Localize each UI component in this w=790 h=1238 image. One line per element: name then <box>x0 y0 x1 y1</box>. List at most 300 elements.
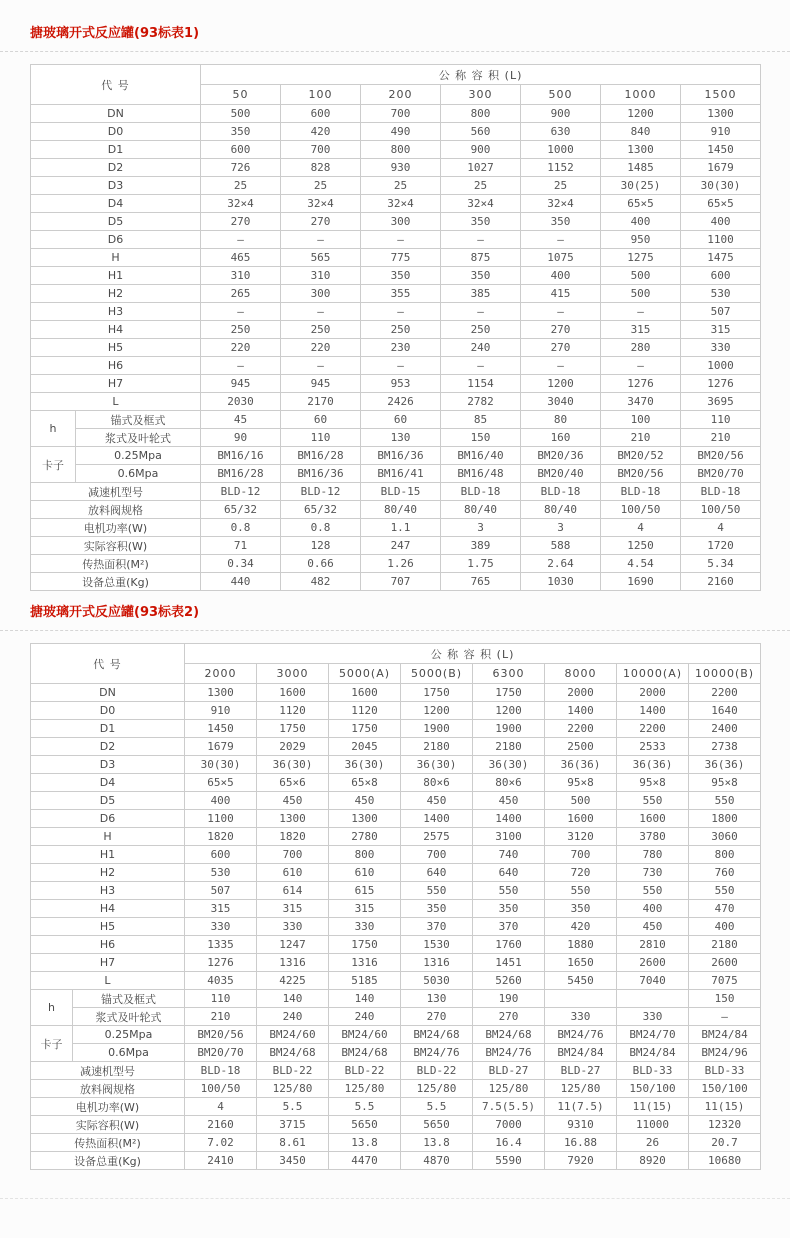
cell-value: 1250 <box>601 537 681 555</box>
row-label: D2 <box>31 738 185 756</box>
cell-value: 1600 <box>257 684 329 702</box>
table-row <box>31 738 761 756</box>
cell-value: 4 <box>185 1098 257 1116</box>
cell-value: 60 <box>361 411 441 429</box>
cell-value: 700 <box>361 105 441 123</box>
table-row <box>31 249 761 267</box>
table-row <box>31 465 761 483</box>
cell-value: 1276 <box>185 954 257 972</box>
cell-value: 500 <box>545 792 617 810</box>
cell-value: 26 <box>617 1134 689 1152</box>
cell-value: 160 <box>521 429 601 447</box>
cell-value: 11(7.5) <box>545 1098 617 1116</box>
cell-value: 370 <box>401 918 473 936</box>
cell-value: 150 <box>441 429 521 447</box>
column-header: 1500 <box>681 85 761 105</box>
cell-value: BM16/28 <box>201 465 281 483</box>
cell-value: 1760 <box>473 936 545 954</box>
cell-value: – <box>441 357 521 375</box>
cell-value: 350 <box>441 213 521 231</box>
cell-value: 400 <box>681 213 761 231</box>
cell-value: 875 <box>441 249 521 267</box>
cell-value: 3470 <box>601 393 681 411</box>
cell-value: 25 <box>441 177 521 195</box>
cell-value: 550 <box>617 792 689 810</box>
cell-value: 1300 <box>329 810 401 828</box>
cell-value: 2030 <box>201 393 281 411</box>
cell-value: 36(30) <box>473 756 545 774</box>
row-label: 设备总重(Kg) <box>31 1152 185 1170</box>
cell-value: 150/100 <box>689 1080 761 1098</box>
cell-value: 1275 <box>601 249 681 267</box>
table-row <box>31 1134 761 1152</box>
cell-value: 1750 <box>473 684 545 702</box>
corner-header: 代 号 <box>31 65 201 105</box>
column-header: 6300 <box>473 664 545 684</box>
cell-value: 355 <box>361 285 441 303</box>
cell-value: 565 <box>281 249 361 267</box>
cell-value: 4.54 <box>601 555 681 573</box>
cell-value: 5.5 <box>401 1098 473 1116</box>
cell-value: 36(30) <box>257 756 329 774</box>
cell-value: BM16/40 <box>441 447 521 465</box>
cell-value: 150/100 <box>617 1080 689 1098</box>
row-label: H3 <box>31 882 185 900</box>
row-label: D3 <box>31 756 185 774</box>
cell-value: 300 <box>281 285 361 303</box>
cell-value: 1120 <box>257 702 329 720</box>
cell-value: 315 <box>601 321 681 339</box>
cell-value: BM20/40 <box>521 465 601 483</box>
cell-value: BM24/68 <box>473 1026 545 1044</box>
row-label: DN <box>31 684 185 702</box>
row-label: 0.25Mpa <box>76 447 201 465</box>
cell-value: 615 <box>329 882 401 900</box>
cell-value: 730 <box>617 864 689 882</box>
cell-value: 270 <box>521 321 601 339</box>
cell-value: 2410 <box>185 1152 257 1170</box>
cell-value: 65×5 <box>185 774 257 792</box>
cell-value: 1027 <box>441 159 521 177</box>
cell-value: 775 <box>361 249 441 267</box>
cell-value: 240 <box>257 1008 329 1026</box>
cell-value: 250 <box>441 321 521 339</box>
table-row <box>31 195 761 213</box>
table-row <box>31 303 761 321</box>
cell-value: 3120 <box>545 828 617 846</box>
row-label: D6 <box>31 231 201 249</box>
cell-value: 610 <box>257 864 329 882</box>
cell-value: 5450 <box>545 972 617 990</box>
row-label: 0.25Mpa <box>73 1026 185 1044</box>
cell-value: 2.64 <box>521 555 601 573</box>
cell-value: 8.61 <box>257 1134 329 1152</box>
cell-value: 128 <box>281 537 361 555</box>
cell-value: 4225 <box>257 972 329 990</box>
cell-value: 1276 <box>681 375 761 393</box>
cell-value: 507 <box>185 882 257 900</box>
cell-value: 90 <box>201 429 281 447</box>
cell-value: 350 <box>545 900 617 918</box>
row-label: D3 <box>31 177 201 195</box>
cell-value: 550 <box>545 882 617 900</box>
cell-value: 720 <box>545 864 617 882</box>
corner-header: 代 号 <box>31 644 185 684</box>
cell-value: BM24/60 <box>329 1026 401 1044</box>
cell-value: BM16/48 <box>441 465 521 483</box>
row-label: 实际容积(W) <box>31 1116 185 1134</box>
cell-value: 80×6 <box>401 774 473 792</box>
cell-value: 1247 <box>257 936 329 954</box>
cell-value: – <box>281 303 361 321</box>
cell-value: 2045 <box>329 738 401 756</box>
cell-value: 828 <box>281 159 361 177</box>
cell-value: 350 <box>401 900 473 918</box>
cell-value: 250 <box>361 321 441 339</box>
cell-value: 2782 <box>441 393 521 411</box>
row-group-label: h <box>31 411 76 447</box>
cell-value: BLD-15 <box>361 483 441 501</box>
table-row <box>31 882 761 900</box>
cell-value: BM24/84 <box>617 1044 689 1062</box>
cell-value: 1030 <box>521 573 601 591</box>
cell-value: 420 <box>545 918 617 936</box>
cell-value: 500 <box>601 267 681 285</box>
cell-value: 1650 <box>545 954 617 972</box>
cell-value: 630 <box>521 123 601 141</box>
cell-value: BM24/84 <box>545 1044 617 1062</box>
row-label: L <box>31 972 185 990</box>
cell-value: 760 <box>689 864 761 882</box>
spec-table-93-1 <box>30 64 761 591</box>
cell-value: 65×5 <box>681 195 761 213</box>
cell-value: 953 <box>361 375 441 393</box>
cell-value: 36(36) <box>545 756 617 774</box>
cell-value: 210 <box>601 429 681 447</box>
cell-value: 220 <box>281 339 361 357</box>
cell-value: BM20/70 <box>681 465 761 483</box>
cell-value: 470 <box>689 900 761 918</box>
row-label: D6 <box>31 810 185 828</box>
cell-value: BM16/41 <box>361 465 441 483</box>
cell-value: 11(15) <box>617 1098 689 1116</box>
cell-value: 240 <box>441 339 521 357</box>
row-label: 0.6Mpa <box>73 1044 185 1062</box>
cell-value: 32×4 <box>361 195 441 213</box>
cell-value: 530 <box>681 285 761 303</box>
cell-value: 190 <box>473 990 545 1008</box>
cell-value: 330 <box>329 918 401 936</box>
cell-value: 500 <box>601 285 681 303</box>
row-label: 锚式及框式 <box>76 411 201 429</box>
cell-value: BM16/28 <box>281 447 361 465</box>
cell-value: 1120 <box>329 702 401 720</box>
table1-block <box>30 26 760 591</box>
column-header: 300 <box>441 85 521 105</box>
cell-value: BLD-27 <box>473 1062 545 1080</box>
cell-value: – <box>689 1008 761 1026</box>
cell-value: 550 <box>473 882 545 900</box>
row-label: D4 <box>31 774 185 792</box>
row-label: L <box>31 393 201 411</box>
cell-value: 5650 <box>329 1116 401 1134</box>
cell-value: 765 <box>441 573 521 591</box>
cell-value: 1100 <box>185 810 257 828</box>
cell-value: 1800 <box>689 810 761 828</box>
cell-value: BLD-18 <box>521 483 601 501</box>
row-label: H2 <box>31 285 201 303</box>
cell-value: 400 <box>689 918 761 936</box>
cell-value: 11000 <box>617 1116 689 1134</box>
cell-value: BM24/76 <box>473 1044 545 1062</box>
cell-value: BM24/68 <box>401 1026 473 1044</box>
cell-value: 2029 <box>257 738 329 756</box>
cell-value: 840 <box>601 123 681 141</box>
cell-value: 270 <box>473 1008 545 1026</box>
cell-value: 350 <box>521 213 601 231</box>
column-header: 10000(A) <box>617 664 689 684</box>
cell-value: 2170 <box>281 393 361 411</box>
table-row <box>31 1116 761 1134</box>
cell-value: BM20/56 <box>185 1026 257 1044</box>
table-row <box>31 918 761 936</box>
row-label: 实际容积(W) <box>31 537 201 555</box>
cell-value: 415 <box>521 285 601 303</box>
cell-value: 1400 <box>545 702 617 720</box>
cell-value: 1300 <box>257 810 329 828</box>
cell-value: 16.4 <box>473 1134 545 1152</box>
cell-value: – <box>601 357 681 375</box>
cell-value: BLD-27 <box>545 1062 617 1080</box>
cell-value: 2200 <box>689 684 761 702</box>
table-row <box>31 1044 761 1062</box>
cell-value: 2738 <box>689 738 761 756</box>
row-group-label: h <box>31 990 73 1026</box>
cell-value: 270 <box>521 339 601 357</box>
cell-value: 800 <box>689 846 761 864</box>
cell-value: 2160 <box>185 1116 257 1134</box>
cell-value: 600 <box>681 267 761 285</box>
header-row <box>31 65 761 85</box>
row-label: D4 <box>31 195 201 213</box>
cell-value: 2180 <box>401 738 473 756</box>
cell-value: 85 <box>441 411 521 429</box>
cell-value: 1316 <box>329 954 401 972</box>
row-label: H7 <box>31 954 185 972</box>
cell-value: 389 <box>441 537 521 555</box>
cell-value: 210 <box>185 1008 257 1026</box>
cell-value: 3100 <box>473 828 545 846</box>
table2-title: 搪玻璃开式反应罐(93标表2) <box>30 605 200 620</box>
cell-value: 1335 <box>185 936 257 954</box>
cell-value: BM24/68 <box>257 1044 329 1062</box>
cell-value: 800 <box>361 141 441 159</box>
row-label: D1 <box>31 720 185 738</box>
row-label: H1 <box>31 267 201 285</box>
cell-value: 614 <box>257 882 329 900</box>
cell-value: BLD-22 <box>257 1062 329 1080</box>
cell-value: 1154 <box>441 375 521 393</box>
cell-value: 950 <box>601 231 681 249</box>
cell-value: 1316 <box>401 954 473 972</box>
row-label: 0.6Mpa <box>76 465 201 483</box>
cell-value: 2810 <box>617 936 689 954</box>
cell-value: BM20/52 <box>601 447 681 465</box>
cell-value: 780 <box>617 846 689 864</box>
cell-value: 1900 <box>473 720 545 738</box>
cell-value: 25 <box>281 177 361 195</box>
cell-value: 0.8 <box>201 519 281 537</box>
cell-value: – <box>281 231 361 249</box>
cell-value: 80/40 <box>441 501 521 519</box>
cell-value: 20.7 <box>689 1134 761 1152</box>
row-label: 锚式及框式 <box>73 990 185 1008</box>
cell-value: 80×6 <box>473 774 545 792</box>
table-row <box>31 573 761 591</box>
table-row <box>31 213 761 231</box>
column-header: 100 <box>281 85 361 105</box>
cell-value: 610 <box>329 864 401 882</box>
cell-value: BLD-18 <box>681 483 761 501</box>
cell-value: 220 <box>201 339 281 357</box>
cell-value: 1200 <box>601 105 681 123</box>
cell-value: 490 <box>361 123 441 141</box>
cell-value: 1300 <box>601 141 681 159</box>
cell-value: – <box>521 357 601 375</box>
column-header: 10000(B) <box>689 664 761 684</box>
cell-value: BLD-12 <box>281 483 361 501</box>
cell-value: 2600 <box>689 954 761 972</box>
cell-value: BLD-22 <box>329 1062 401 1080</box>
cell-value: 1640 <box>689 702 761 720</box>
cell-value: BM24/60 <box>257 1026 329 1044</box>
cell-value: 2426 <box>361 393 441 411</box>
cell-value: 1750 <box>401 684 473 702</box>
row-label: H6 <box>31 357 201 375</box>
cell-value: 1900 <box>401 720 473 738</box>
table-row <box>31 1098 761 1116</box>
column-header: 3000 <box>257 664 329 684</box>
cell-value: 315 <box>329 900 401 918</box>
cell-value: 5.5 <box>257 1098 329 1116</box>
cell-value: 110 <box>281 429 361 447</box>
cell-value: 11(15) <box>689 1098 761 1116</box>
cell-value: 1400 <box>473 810 545 828</box>
cell-value: 4 <box>681 519 761 537</box>
row-label: 放料阀规格 <box>31 1080 185 1098</box>
table-row <box>31 375 761 393</box>
cell-value: 2200 <box>617 720 689 738</box>
cell-value: BM24/76 <box>545 1026 617 1044</box>
cell-value: 1.26 <box>361 555 441 573</box>
cell-value: BM16/36 <box>361 447 441 465</box>
cell-value: 25 <box>361 177 441 195</box>
cell-value: 32×4 <box>521 195 601 213</box>
cell-value: BLD-22 <box>401 1062 473 1080</box>
row-label: D5 <box>31 792 185 810</box>
cell-value: 265 <box>201 285 281 303</box>
cell-value: 9310 <box>545 1116 617 1134</box>
cell-value: BM20/36 <box>521 447 601 465</box>
cell-value: 3695 <box>681 393 761 411</box>
row-label: D1 <box>31 141 201 159</box>
table-row <box>31 1152 761 1170</box>
cell-value: 450 <box>617 918 689 936</box>
cell-value: 1450 <box>185 720 257 738</box>
cell-value: 16.88 <box>545 1134 617 1152</box>
cell-value: 3780 <box>617 828 689 846</box>
dashed-divider <box>0 630 790 631</box>
cell-value: 726 <box>201 159 281 177</box>
cell-value: 707 <box>361 573 441 591</box>
cell-value: 80/40 <box>361 501 441 519</box>
cell-value: – <box>281 357 361 375</box>
row-label: 浆式及叶轮式 <box>73 1008 185 1026</box>
table-row <box>31 105 761 123</box>
table-row <box>31 954 761 972</box>
cell-value: 330 <box>545 1008 617 1026</box>
cell-value: 400 <box>601 213 681 231</box>
cell-value: – <box>361 357 441 375</box>
cell-value: 1600 <box>617 810 689 828</box>
row-label: 传热面积(M²) <box>31 1134 185 1152</box>
cell-value: 1100 <box>681 231 761 249</box>
row-label: D2 <box>31 159 201 177</box>
cell-value: 482 <box>281 573 361 591</box>
table-row <box>31 810 761 828</box>
cell-value: BLD-18 <box>601 483 681 501</box>
cell-value: 1200 <box>401 702 473 720</box>
cell-value: 1300 <box>681 105 761 123</box>
cell-value: 110 <box>681 411 761 429</box>
cell-value: 140 <box>329 990 401 1008</box>
cell-value: 930 <box>361 159 441 177</box>
cell-value: 36(36) <box>617 756 689 774</box>
cell-value: 500 <box>201 105 281 123</box>
cell-value: 2533 <box>617 738 689 756</box>
cell-value: 240 <box>329 1008 401 1026</box>
cell-value: 1200 <box>521 375 601 393</box>
table-row <box>31 990 761 1008</box>
cell-value: 65/32 <box>201 501 281 519</box>
cell-value: 640 <box>401 864 473 882</box>
column-header: 50 <box>201 85 281 105</box>
cell-value: 7920 <box>545 1152 617 1170</box>
row-label: H5 <box>31 918 185 936</box>
table-row <box>31 429 761 447</box>
row-label: H5 <box>31 339 201 357</box>
row-label: D0 <box>31 123 201 141</box>
cell-value: 550 <box>401 882 473 900</box>
cell-value: 2500 <box>545 738 617 756</box>
table-row <box>31 1008 761 1026</box>
cell-value: 330 <box>617 1008 689 1026</box>
cell-value: 2575 <box>401 828 473 846</box>
row-label: 设备总重(Kg) <box>31 573 201 591</box>
cell-value: 80/40 <box>521 501 601 519</box>
cell-value: 1475 <box>681 249 761 267</box>
cell-value: – <box>201 303 281 321</box>
cell-value: 800 <box>441 105 521 123</box>
cell-value: BLD-33 <box>617 1062 689 1080</box>
cell-value: 2780 <box>329 828 401 846</box>
table-row <box>31 159 761 177</box>
cell-value: 30(30) <box>681 177 761 195</box>
column-header: 1000 <box>601 85 681 105</box>
cell-value: 13.8 <box>329 1134 401 1152</box>
cell-value: 5.34 <box>681 555 761 573</box>
table-row <box>31 774 761 792</box>
